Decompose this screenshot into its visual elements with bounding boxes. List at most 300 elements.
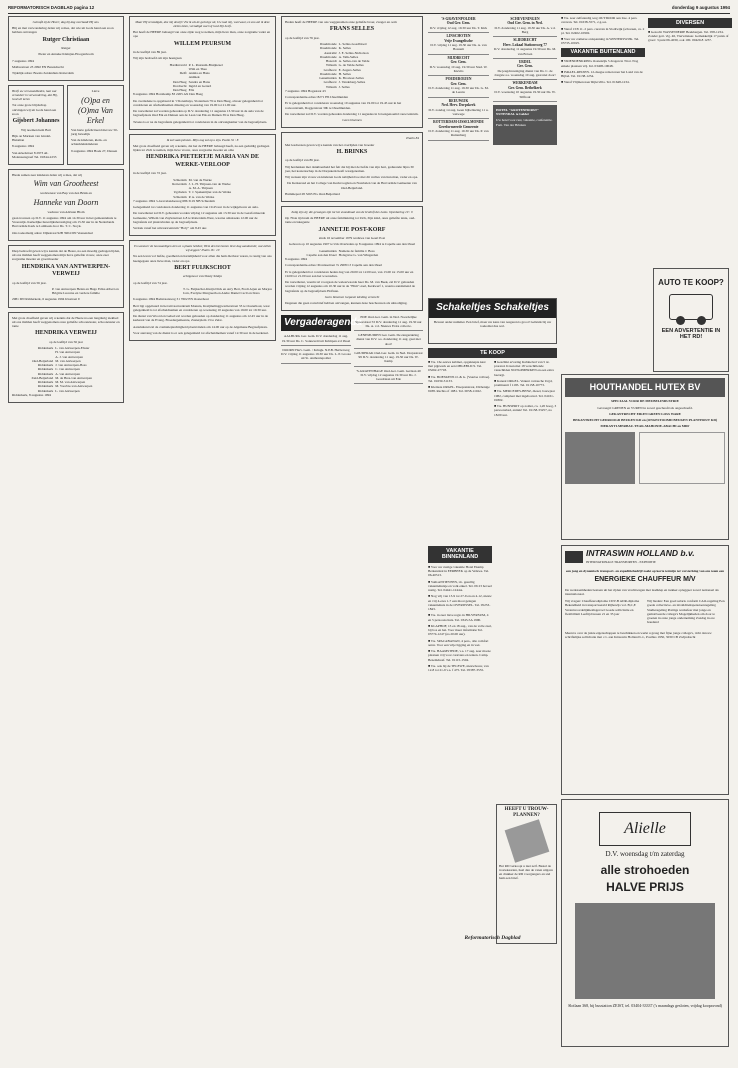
row-place: Hardinxveld — [169, 62, 187, 67]
te-koop-section — [428, 348, 557, 544]
age: in de leeftijd van 72 jaar. — [133, 171, 167, 176]
rd-footer-logo — [428, 935, 557, 947]
death-announcement-selles — [281, 16, 423, 128]
church-place: SLIEDRECHT — [513, 38, 537, 43]
verse: Maar Hij verzadigde, doe mij dewijl? Zie ik als de gelovige uit, Uw taal mij, voorwaar, en zoo zal ik deze zielen laten, verzadigd wat Gij God Zijt heeft. — [135, 20, 270, 28]
row-name: T. J. Spekentijter-van de Werke — [188, 190, 232, 195]
ad-text: EEN ADVERTENTIE IN HET RD! — [661, 327, 721, 340]
paragraph: De overledene is opgebaard in 't Slotenhuys, Slotenlaan 79 te Den Haag, alwaar gelegenheid tot condoleren en afscheidnemen dinsdag en woensdag van 19.00 tot 21.00 uur. — [133, 98, 263, 107]
classified-item: ■ Kleinste ORGEL. Eisepretstraat, Dirbenige 9188. Rechts of 1981. Tel. 0058-11022. — [428, 385, 490, 394]
family-list — [133, 178, 272, 199]
classified-item: ■ T.k. ook bij de TELEWE, nieuwbouw, van 12-8 tot 21-9 v.a. f 475. Tel. 05387-3555. — [428, 663, 489, 672]
church-place: ROTTERDAM-IJSSELMONDE — [433, 120, 484, 125]
announcement-text: Hiede samen zeer kinderen delen wij u mee, dat wij — [12, 173, 83, 177]
row-place: Hazerdi — [325, 59, 337, 63]
church-place: POEDEROIJEN — [445, 77, 472, 82]
church-service — [428, 76, 489, 97]
row-name: Annita en Hans — [188, 71, 210, 75]
row-place: Oud-Beijerland — [32, 358, 54, 363]
row-place: Ridderkerk — [37, 384, 54, 389]
announcement-text: Tot onze grote blijdschap ontvingen wij uit Gods hand een zoon — [12, 103, 57, 116]
diversen-col — [648, 16, 732, 87]
ad-text: Bewust onder nummer. Een brief, maar uw kans van reageren is groot! Gebruik bij uw toekomst dus wel. — [433, 319, 552, 328]
agenda-item: EDE Oud-Ger. Gem. in Ned. Noordelijke Spoorstraat 53 D.V. donderdag 11 aug. 19.30 uur Ds. A. v.d. Nieuwe Extra collecte. — [354, 315, 423, 331]
church-details: D.V. vrijdag 11 aug. 19.30 uur Ds. A. van Bossum — [430, 43, 487, 52]
family-list — [133, 63, 272, 93]
ad-dates: D.V. woensdag t/m zaterdag — [605, 850, 685, 858]
vakantie-binnenland-section — [428, 546, 492, 818]
church-details: D.V. donderdag 11 augustus 19.30 uur Ds. M. van Boven — [493, 47, 557, 56]
classified-item: ■ T.k. HUNSPRIT op zolder, ca. 1,20 hoog, 3 persoonsbed, antiek! Tel. 01158-33257, na 18.00 uur. — [494, 404, 557, 417]
classified-item: ■ Voor uw zomerse ontspanning in WINTERSWIJK. Tel. 05735-10025. — [561, 37, 640, 46]
ad-offer: GEKANTRECHT EIKEN GREEN LOSS WARE — [609, 411, 681, 416]
church-service — [493, 80, 557, 101]
family-list — [12, 346, 120, 393]
row-place: Wilsum — [325, 84, 337, 89]
announcement-text: Het heeft de HEERE behaagd van onze zijde weg te nemen, mijn lieve man, onze zorgzame vader en opa — [133, 30, 271, 39]
ad-subtitle: SPECIAAL VOOR DE MEUBELINDUSTRIE — [611, 399, 679, 404]
greeting: Lieve — [91, 89, 100, 94]
row-name: L. Selles-Goedbloed — [338, 42, 367, 46]
ceremony-text: gaan trouwen op D.V. 11 augustus 1994 om 14.30 uur in het gemeentehuis te Vreeswijk. Kerkelijke huwelijksbevestiging om 15.30 uur in de Nederlands Hervormde Kerk te Lambeek door Ds. T. C. Stoyk. — [12, 215, 117, 229]
announcement-text: Heden heeft de HEERE van ons weggenomen onze geliefde broer, zwager en oom — [285, 20, 397, 24]
death-announcement-brinks — [281, 132, 423, 202]
signature: De Kerkeraad en het College van Kerkvoogden en Notabelen van de Hervormde Gemeente van Oud-Beijerland. — [287, 181, 417, 190]
row-name: J. E. Selles-Nicholson — [338, 50, 369, 55]
church-details: D.V. donderdag 11 aug. 19.30 uur Ds. G. M. de Leeuw — [428, 86, 489, 95]
announcement-text: Van harte gefeliciteerd met uw 50-jarig huwelijk — [71, 127, 118, 136]
church-service — [428, 98, 489, 119]
row-name: J. Vandeberg-Selles — [338, 80, 366, 85]
church-services — [493, 16, 557, 102]
classified-item: ■ KLAPHOF, 13 en 18 aug., van de volle zaal, bij bos en hei. Voor meer informatie Tel. 03774-1247 (na 20.00 uur). — [428, 623, 492, 637]
date: 8 augustus 1994 — [285, 257, 308, 261]
row-name: L. van Antwerpen-Ebster — [55, 346, 90, 350]
classified-item: ■ Geschikt ervaring Kabinetvel van 5 nr. prorand. Kraan met 18 verschillende vanschilden NOTGPMERKEN en een extra bezorgt. — [494, 359, 554, 377]
paragraph: De rouwdienst zal D.V. worden gehouden donderdag 11 augustus in bovengenoemd rouwcentrum. — [285, 111, 419, 116]
row-name: Sandra en Hans — [188, 79, 210, 84]
row-name: A. Selles-van de Velde — [338, 59, 370, 63]
row-name: Holsgrave G. van Wingerden — [338, 252, 379, 257]
deceased-name: H. BRINKS — [336, 148, 368, 155]
date: Ridderkerk, 8 augustus 1994 — [12, 392, 51, 397]
row-name: P. L. Peursum-Bruijnzeel — [188, 62, 223, 67]
classified-item: ■ Kanaal ORGEL. Venunt cartouche Urgd, prominenti f 1195. Tel. 01158-10773. — [494, 378, 553, 388]
dates: Geboren op 10 augustus 1907 te Urk Overleden op 8 augustus 1994 te Capelle aan den IJssel — [288, 242, 416, 247]
row-name: L. van Antwerpen — [55, 388, 80, 393]
death-announcement-post-korf — [281, 206, 423, 311]
deceased-name: HENDRIKA PIETERTJE MARIA VAN DE WERKE-VERLOOP — [146, 154, 259, 168]
classified-item: ■ T.k. in zeer lieve regio in HILVERSUM, 4 en 5 persoons huis. Tel. 0345-5A 1990. — [428, 613, 489, 622]
rd-logo-text: Reformatorisch Dagblad — [464, 935, 521, 941]
header-left: REFORMATORISCH DAGBLAD pagina 12 — [8, 5, 95, 10]
note: Geen bloemen Gepaste kleding verzocht — [324, 294, 380, 299]
family: T. G. Fuijkschot-Kleijn Dick en Arry Bert, Fredi Arjen en Marjon Jorn, Evelyne Margreeth en Andre Daniel Cecil en Ilona — [183, 286, 272, 295]
groom-sub: weduwnaar van Bep van den Brink en — [40, 191, 92, 196]
church-name: Vrije Evangelische — [444, 38, 473, 43]
section-title: VAKANTIE BINNENLAND — [428, 546, 492, 563]
paragraph: Teveus is er na de begrafenis gelegenheid tot condoleren in de ontvangkamer van de begraafplaats. — [133, 119, 268, 124]
ad-footer: Meent u over de juiste eigenschappen te beschikken en werkt u graag met fijne jonge collega's, richt dan uw schriftelijke sollicitatie met c.v. aan Intraswin Holland b.v., Postbus 1950, 3030 CB Zwijndrecht — [565, 630, 712, 639]
diversen-list — [648, 30, 732, 43]
address: 6 augustus 1994 Badstraatsweg 31 7602 EN Oosterhout — [133, 297, 209, 302]
family-list — [285, 42, 419, 89]
job-title: ENERGIEKE CHAUFFEUR M/V — [594, 575, 696, 583]
church-details: D.V. vrijdag 12 aug. 19.30 uur Ds. T. Kirk — [429, 25, 488, 30]
vergaderagenda — [281, 315, 362, 386]
company-sub: INTERNATIONALE TRANSPORTEN - EXPEDITIE — [586, 559, 656, 564]
paragraph: De dienst van Woord en Gebed zal worden gehouden op donderdag 11 augustus om 12.45 uur in de kerkzaal van de Evang. Broedergemeente, Zusterplein 13 te Zeist. — [133, 314, 268, 323]
row-place: Australië — [324, 50, 337, 55]
age: op de leeftijd van 76 jaar. — [285, 35, 320, 40]
note: Geen bloemen — [342, 118, 362, 122]
row-name: Namens de familie J. Boss — [338, 248, 375, 253]
church-details: D.V. woensdag 10 aug. 19.30 uur Stud. W. Kievits — [429, 64, 488, 73]
row-place: Schiedam — [173, 194, 187, 199]
row-place: Den Haag — [172, 79, 187, 84]
row-place: IJsselmonde — [319, 71, 337, 76]
child-name: Rutger Christiaan — [42, 36, 90, 43]
agenda-item: GOUDERAK Oud-Ger. Gem. in Ned. Dorpsstraat 99 D.V. donderdag 11 aug. 19.30 uur Ds. W. Kamp — [354, 351, 423, 367]
church-details: D.V. woensdag 10 augustus 19.30 uur Ds. W. Silfhout — [494, 90, 556, 99]
straw-hats-photo — [575, 903, 715, 999]
church-services — [428, 16, 489, 141]
classified-item: ■ Voor uw rustige vakantie Hotel Ekamp Berkendaal in EERBEEK op de Veluwe. Tel. 06-40513. — [428, 564, 490, 578]
church-service — [493, 37, 557, 58]
child-nickname: Rutger — [61, 46, 71, 50]
deceased-name: WILLEM PEURSUM — [173, 40, 232, 47]
address: Malbrestraat 23 2992 EN Barendrecht — [12, 64, 64, 69]
church-place: LINSCHOTEN — [446, 34, 471, 39]
row-name: C. van Antwerpen — [55, 367, 80, 372]
announcement-text: Op 70ste tijd nam de HEERE uit onze familiekring tot Zich, Zijn kind, onze geliefde tante, oud-tante en lakegente — [285, 216, 416, 225]
row-name: J. van Antwerpen-Boss — [55, 363, 87, 367]
bride-name: Hanneke van Doorn — [33, 197, 99, 207]
parents: Bijk on Marleen van Gindel-Huisman — [12, 133, 52, 142]
church-details: D.V. donderdag 11 aug. 19.30 uur Ds. P. van Ruitenburg — [428, 129, 489, 138]
ad-address: Slotlaan 368, bij busstation ZEIST, tel. 03404-33337 ('s maandags gesloten, vrijdag koopavond) — [568, 1002, 722, 1008]
agenda-item: 'S-GRAVENHAGE Oud-Ger. Gem. Gerlaan 40 D.V. vrijdag 12 augustus 19.30 uur Ds. J. Goudriaan uit Ede — [354, 369, 423, 385]
anniversary-announcement — [67, 85, 124, 165]
death-announcement-fuijkschot — [129, 240, 276, 341]
row-name: H. van Antwerpen — [55, 350, 80, 355]
age: op de leeftijd van 86 jaar. — [285, 158, 320, 163]
address: Van Arkelstraat 8 2973 AL Molenaarsgraaf Tel. 01844-2233 — [12, 150, 57, 159]
paragraph: Vertrek vanaf het uitvaartcentrum "Holy" om 8.45 uur. — [133, 226, 208, 230]
trouwplannen-ad — [496, 804, 557, 944]
classified-item: ■ T.k. HAAMSTEDE, v.a. 17 aug. zeer mooie plaatsen vrij voor caravans en tenten. Camp. Bezemdreef. Tel. 01115-1504. — [428, 649, 491, 662]
ad-offer: HALVE PRIJS — [606, 879, 684, 894]
church-place: MIJDRECHT — [447, 55, 470, 60]
row-place: Zuid-Beijerland — [31, 375, 54, 380]
verse: Geloofd zij de Heere; dag bij dag overlaadt Hij ons. — [32, 20, 100, 24]
ad-title: HOUTHANDEL HUTEX BV — [565, 378, 725, 397]
classified-item: ■ T.k. BOESKENS O. & G. (Vaartse volbaa). Tel. 01639-31133. — [428, 374, 491, 383]
section-title: DIVERSEN — [648, 18, 732, 28]
row-place: Schiedam — [173, 177, 187, 182]
deceased-name: JANNETJE POST-KORF — [318, 226, 386, 233]
ad-title: AUTO TE KOOP? — [658, 278, 724, 287]
church-place: 'S-GRAVENPOLDER — [441, 17, 476, 21]
address-block — [639, 432, 725, 484]
church-service — [428, 16, 489, 33]
row-place: Genemuiden — [319, 76, 337, 80]
row-place: Ridderkerk — [37, 346, 54, 350]
spouse: sinds 16 november 1979 weduwe van Geert Post — [318, 236, 386, 240]
announcement-text: Met grote droefheid geven wij u kennis dat de Heere na een langdurig ziekbed uit ons midden heeft weggenomen onze geliefde schoonzuster, schoonzuster en tante — [12, 315, 120, 328]
row-name: J. L. H. Thijssen-van de Werke — [188, 181, 231, 186]
row-name: K. Brouwer-Selles — [338, 76, 364, 80]
row-name: M. de Bres-van Antwerpen — [55, 375, 92, 380]
classified-item: ■ T.k. zeer zelfstandig weg OUTDOOR aan Zee. 4 pers. caravan. Tel. 01638-3571, z.g.a.n. — [561, 16, 638, 25]
church-details: D.V. zondag 14 aug. Geen bijbellezing 11 u. vanwege — [428, 107, 489, 116]
age: in de leeftijd van 89 jaar. — [133, 50, 167, 54]
row-place: Delft — [179, 71, 187, 75]
child-name: Gijsbert Johannes — [12, 118, 60, 124]
row-place: Ridderkerk — [37, 367, 54, 372]
hotel-text: Uw hotel voor rust, vakantie, conferentie. Fam. Van der Brinken — [496, 118, 553, 127]
row-name: H. Selles — [338, 71, 351, 76]
houthandel-ad — [561, 374, 729, 540]
row-place: Ridderkerk — [37, 388, 54, 393]
classified-item: ■ T.k. SPACABANAN, 4 pers., alle comfort aanw. Voor een vrije ligging en in wei. — [428, 638, 489, 647]
row-name: P. A. van de Werke — [188, 194, 215, 199]
church-place: REEUWIJK — [448, 98, 469, 103]
koop-list-2 — [494, 360, 557, 419]
row-place: IJsselmonde — [319, 46, 337, 51]
classified-item: ■ VRIENDENKRING Oostenrijk 5 dragen in Tirol. Nog enkele plaatsen vrij. Inl. 03408-10048. — [561, 59, 639, 68]
announcement-text: Met grote droefheid geven wij u kennis, dat het de HEERE behaagd heeft, na een geduldig gedragen lijden tot Zich te nemen, mijn lieve vrouw, onze zorgzame moeder en oma — [133, 143, 270, 152]
koop-list-1 — [428, 360, 491, 419]
requirements: Wij vragen: Chauffeursdiploma CDV-B ADR-diploma Bekendheid in transportwereld Rijbewijs vol. B,C,E Verantwoordelijkheidsgevoel Goede sollicitatie en flexibiliteit Leeftijd tussen 21 en 35 jaar — [565, 599, 640, 616]
row-name: K. Selles — [338, 46, 351, 51]
hotel-ad — [493, 105, 557, 145]
church-service — [428, 33, 489, 54]
sender: Van de kinderen, klein- en achterkleinkinderen — [71, 138, 107, 147]
classified-item: ■ Nog vrij van 13-9 tot 27-9 en en 4-12, nieuw en vrij 4-eres 1-7 een mooi gelegen vakantiehuis in de OVERIJSSEL. Tel. 05233-1843. — [428, 594, 492, 611]
address: Hammepad 28 3263 EG Oud-Beijerland — [285, 191, 340, 196]
church-name: Ger. Gem. — [450, 81, 467, 86]
death-announcement-werke — [129, 134, 276, 237]
church-details: De jeugdvereniging dienst van Ds. C. de Jongste a.s. woensdag 10 aug. gaat niet door! — [494, 68, 556, 78]
church-place: WERKENDAM — [512, 81, 538, 86]
hotel-name: HOTEL "GROTENHORST" NUTENDAL te Gelder — [496, 107, 540, 117]
agenda-title: Vergaderagenda — [281, 315, 351, 331]
date: 7 augustus 1994 Hogestaat 43 — [285, 88, 326, 93]
birth-announcement-2 — [8, 85, 64, 165]
family: P. van Antwerpen Helen en Hugo Erika Albert en Brigitte Lucerne en verdere familie — [52, 286, 119, 295]
intraswin-ad — [561, 545, 729, 795]
parents: Pieter en Anneke Kleinjan-Hoogenboom — [38, 52, 94, 57]
row-place: Grafhorst — [323, 80, 337, 85]
agenda-item: GENEMUIDEN Ger. Gem. De zangerskring dienst van D.V. a.s. donderdag 11 aug. gaat niet door! — [354, 333, 423, 349]
page-header — [8, 4, 730, 14]
row-place: Ridderkerk — [37, 380, 54, 384]
row-name: M. van Antwerpen — [55, 358, 81, 363]
verse: En wanneer de hoovaardigen zien en u plaats hebben; Hem den bevreezen lieve dag aandoende; wat zullen wij zeggen? Psalm 16 : 10 — [134, 244, 271, 253]
church-service — [493, 16, 557, 37]
future-address: Ons toekomstig adres: Dijkstraat 92B 3904 DN Veenendaal — [12, 230, 93, 235]
temp-address: Tijdelijk adres: Boezis Zeidenbuis Rotterdam — [12, 71, 74, 75]
verse: Zalig zijn zij, die gevangen zijn tot het avondmaal van de bruiloft des Lams. Openbaring 19 : 9 — [291, 210, 413, 214]
ad-title: Schakeltjes Schakeltjes — [429, 299, 556, 318]
auto-te-koop-ad — [653, 268, 729, 372]
date: 8 augustus 1994 — [12, 144, 35, 149]
agenda-list-1 — [354, 315, 423, 386]
row-name: M. Voorbie-van Antwerpen — [55, 384, 93, 389]
paragraph: Er is gelegenheid tot condoleren woensdag 10 augustus van 19.00 tot 19.45 uur in het rouwcentrum, Doggerstraat 39b te IJsselmuiden. — [285, 101, 402, 110]
church-place: URDEL — [518, 59, 532, 64]
bride-sub: weduwe van Adriaan Blom — [47, 209, 85, 214]
ad-lead: een jong en dynamisch transport- en expeditiebedrijf zoekt op korte termijn ter versterking van ons team een — [566, 568, 724, 573]
announcement-text: Diep bedroefd geven wij u kennis dat de Heere, na een moedig gedragen lijden, uit ons midden heeft weggenomen mijn lieve geliefde vrouw, onze zeer zorgzame moeder en grootmoeder — [12, 248, 120, 262]
announcement-text: Na een leven vol liefde, goedheid en hartelijkheid voor allen die hem dierbaar waren, is rustig van ons heengegaan onze lieve man, vader en opa — [133, 254, 272, 263]
church-name: Oud Ger. Gem. — [446, 21, 471, 26]
church-place: SCHEVENINGEN — [510, 17, 540, 21]
deceased-name: HENDRIKA VAN ANTWERPEN-VERWEIJ — [21, 263, 111, 277]
church-name: Ger. Gem. — [450, 60, 467, 65]
spouse: echtgenoot van Dusty Kleijn — [183, 274, 222, 279]
ad-text: Het RD verkoopt u niet zelf. Bestel de trouwkaarten, haal dan de vaten uitgave en drukker de RD voorgangers en stel hem een brief. — [499, 863, 554, 881]
header-right: donderdag 9 augustus 1994 — [671, 5, 730, 10]
classified-item: ■ T.k. 16e eeuws kabinet, opgeknapte kast met pijpwerk en een OBGEBLICS. Tel. 03262-27718. — [428, 359, 486, 373]
row-name: A. J. van Antwerpen — [55, 354, 83, 359]
church-service — [428, 55, 489, 76]
classified-item: ■ T.k. MERCEDES-BENZ, diesel, bouwjaar 1982, compleet met ingebouwd. Tel. 04161-01802. — [494, 389, 555, 402]
vakantie-buitenland-col — [561, 16, 645, 87]
row-place: IJsselmonde — [319, 54, 337, 59]
paragraph: Voor aanvang van de dienst is er ook gelegenheid tot afscheidnemen vanaf 12.30 uur in de kerkzaal. — [133, 330, 269, 335]
ad-body: De werkzaamheden bestaan uit het rijden van vrachtwagen met laadklep en trekker opleggeer zowel nationaal als internationaal. — [565, 587, 719, 596]
couple-name: (O)pa en (O)ma Van Erkel — [78, 95, 113, 125]
row-name: Wim en Theo — [188, 66, 208, 71]
death-announcement-2 — [8, 312, 124, 404]
section-title: VAKANTIE BUITENLAND — [561, 48, 645, 58]
church-name: Ger. Gem. — [517, 64, 533, 69]
paragraph: Degenen die geen rouwbrief hebben ontvangen, kunnen deze beschouwen als uitnodiging. — [285, 301, 408, 305]
row-name: A. van Antwerpen — [55, 371, 80, 376]
ad-title: HEEFT U TROUW-PLANNEN? — [504, 807, 549, 819]
verse: Psalm 84 — [406, 136, 419, 141]
date: 9 augustus 1994 Hoek 27, Dussen — [71, 148, 118, 153]
church-service — [493, 59, 557, 80]
ad-offer: MERANTI-MERBAU-TEAK-MAHONIE-ABACHI en MDF — [600, 424, 690, 429]
correspondence-address: Correspondentie-adres: Pronissetraat 7a 2908 CJ Capelle aan den IJssel — [285, 263, 382, 268]
date: 7 augustus 1994 — [12, 58, 35, 63]
row-place: Genemuiden — [319, 248, 337, 253]
paragraph: Er is gelegenheid tot condoleren heden dag van 20.00 tot 12.00 uur, van 13.00 tot 15.00 uur en 19.00 tot 21.00 uur aan het woonadres. — [285, 269, 414, 278]
age: op de leeftijd van 56 jaar. — [12, 280, 47, 285]
death-announcement-1 — [8, 245, 124, 308]
column-2 — [129, 16, 276, 1050]
classified-item: ■ Vanaf 13/8 11. 2 pers. caravan in Slodtwijk (schorsen, ca. 2 pl. Tel. 02402-10902. — [561, 26, 645, 35]
column-1 — [8, 16, 124, 1050]
schakeltjes-ad — [428, 298, 557, 344]
deceased-name: FRANS SELLES — [329, 26, 375, 33]
note: Wij zijn bedroefd om zijn heengaan — [133, 56, 182, 61]
church-name: Herv. Lokaal Stationsweg 77 — [503, 42, 547, 47]
offer: Wij bieden: Een goed salaris conform CAO-regeling Een goede collectieve- en invaliditeitspensioenregeling Studieregeling Prettige werksfeer met jonge en gemotiveerde collega's Mogelijkheden om door te groeien in onze jonge onderneming Zondag in ere houdend — [647, 599, 725, 625]
classified-item: ■ VAKANTIEVEEN, i.b. gezellig vakantiehuisje en volk enkel. Tel. 06 23 hoveel rustig. Tel. 04441-1244A. — [428, 579, 492, 592]
row-place: Ugchelen — [173, 190, 187, 195]
address: 8 augustus 1994 Horstkamp 83 2265 AX Den Haag — [133, 92, 203, 97]
row-place: Dordrecht — [172, 83, 187, 88]
vakantie-list — [428, 565, 492, 673]
announcement-text: Met leedwezen geven wij u kennis van het overlijden van broeder — [285, 142, 375, 147]
row-name: G. de Velde-Selles — [338, 63, 364, 68]
paragraph: De rouwdienst zal worden gehouden op D.V. donderdag 11 augustus 13.30 uur in de aula van de begraafplaats Oud Eik en Duinen aan de Laan van Eik en Duinen 39 te Den Haag. — [133, 109, 264, 118]
verse: Ik zal vaak peinzen. Mijn oog zal op u zijn. Psalm 32 : 8 — [166, 137, 239, 142]
address: 2981 DN Ridderkerk, 6 augustus 1994 Irisstraat 9 — [12, 297, 80, 302]
row-name: M. M. van Antwerpen — [55, 380, 86, 384]
church-name: Gereformeerde Gemeente — [438, 124, 479, 129]
paragraph: De rouwdienst, waarin tal voorgaan de weleerwaarde heer Ds. M. van Beek, zal D.V. gehouden worden vrijdag 12 augustus om 10.30 uur in de "Elim"-zaal, Kerkwerf 1, waarna aansluitend de begrafenis op de begraafplaats Hoflaan. — [285, 280, 415, 293]
church-name: Ger. Gem. Bethelkerk — [508, 85, 542, 90]
church-details: D.V. donderdag 11 aug. 19.30 uur Ds. A. v.d. Berg — [494, 25, 556, 35]
paragraph: Wij herdenken met dankbaarheid het feit dat hij met de liefde van zijn hart, gedurende bijna 30 jaar, het kostersschap in de Dorpskerk heeft waargenomen. — [285, 164, 414, 173]
row-place: Den Haag — [172, 88, 187, 92]
deceased-name: BERT FUIJKSCHOT — [174, 264, 231, 271]
row-place: Grafhorst — [323, 67, 337, 72]
company-name: INTRASWIN HOLLAND b.v. — [586, 548, 695, 558]
church-service — [428, 119, 489, 140]
agenda-item: AALBURG Ger. Gem. D.V. donderdag 11 aug. 19.30 uur Ds. C. Sonneveld uit Krimpen a/d IJssel — [281, 334, 351, 346]
ad-product: alle strohoeden — [600, 862, 690, 877]
intraswin-logo — [565, 549, 725, 566]
row-place: IJsselmonde — [319, 42, 337, 46]
alielle-logo: Alielle — [599, 812, 691, 846]
verse: Heeft uw verwaandheden, laat wat verandert in verwondering, dat Hij, God wil keren — [12, 89, 58, 102]
alielle-ad — [561, 799, 729, 1047]
row-name: A. M. A. Thijssen — [188, 186, 213, 190]
vakantie-buitenland-list — [561, 59, 645, 84]
deceased-name: HENDRIKA VERWEIJ — [35, 330, 97, 337]
announcement-text: Blij en met verwondering delen wij u mee, dat wie uit Gods hand een zoon hebben ontvangen — [12, 26, 114, 35]
paragraph: Bert ligt opgebaard in het uitvaartcentrum Monuta, Kreijmelinggwartierstraat 33 te Oosterhout, waar gelegenheid is tot afscheidnemen en condoleren op woensdag 10 augustus van 19.00 tot 19.30 uur. — [133, 303, 270, 312]
classified-item: ■ Gezocht WASSENIERIE Beekbergen. Tel. 058-1234. Zonder gert. vlg. 46, Vierwinnaar. Gemakkelijk 17 punts of groot: 3 punt 06-4030, ook 100. 00420-8 1237. — [648, 29, 729, 43]
paragraph: Gelegenheid tot condoleren donderdag 11 augustus van 19.45 uur in de wijkgebouw en aula. — [133, 205, 259, 209]
groom-name: Wim van Grootheest — [33, 179, 99, 189]
invitation-card-image — [504, 819, 549, 862]
family-list — [285, 249, 419, 258]
ad-text: Gevraagd: GRENEN en VUREN in zowel geschaafd als ongeschaafd. — [597, 405, 693, 410]
row-place: Ridderkerk — [37, 371, 54, 376]
row-name: J. Selles — [338, 84, 350, 89]
agenda-list-2 — [281, 334, 351, 363]
column-3 — [281, 16, 423, 1050]
wedding-announcement — [8, 169, 124, 241]
row-name: Ingrid en Gerard — [188, 83, 212, 88]
ad-offer: BEKANTRECHT GEDROOGD BEUKEN KD en (ONGESTOOMD BEUKEN PLANTHOUT KD) — [572, 418, 718, 422]
row-place: Rotterdam — [172, 181, 187, 186]
lumber-photo — [565, 432, 635, 484]
age: op de leeftijd van 74 jaar. — [133, 280, 168, 285]
death-announcement-peursum — [129, 16, 276, 130]
paragraph: Aansluitend zal de crematieplechtigheid plaatsvinden om 14.00 uur op de Algemene Begraafplaats. — [133, 324, 268, 329]
row-name: Anmiek — [188, 75, 200, 80]
classified-item: ■ ISRAEL-REIZEN. 12-daagse reizen naar het Land van de Bijbel. Tel. 01138-1234. — [561, 69, 643, 79]
row-name: E. Zegers-Selles — [338, 67, 361, 72]
paragraph: De rouwdienst zal D.V. gehouden worden vrijdag 12 augustus om 13.30 uur in de Gereformeerde Gemeente, Willem van Zuylenstraat 4-8 te Rotterdam-West, waarna omstreeks 12.00 uur de begrafenis zal plaatsvinden op de begraafplaats. — [133, 211, 266, 224]
row-place: Ridderkerk — [37, 363, 54, 367]
section-title: TE KOOP — [428, 348, 557, 358]
row-name: Ella — [188, 88, 195, 92]
row-place: Capelle aan den IJssel — [306, 252, 337, 257]
car-icon — [669, 294, 713, 320]
paragraph: Wij wensen zijn vrouw en kinderen Gods nabijheid toe met dit verlies van hun man, vader en opa. — [285, 175, 419, 179]
child-nickname: Wij noemen hem Bart — [21, 127, 51, 132]
row-name: M. van de Werke — [188, 177, 212, 182]
